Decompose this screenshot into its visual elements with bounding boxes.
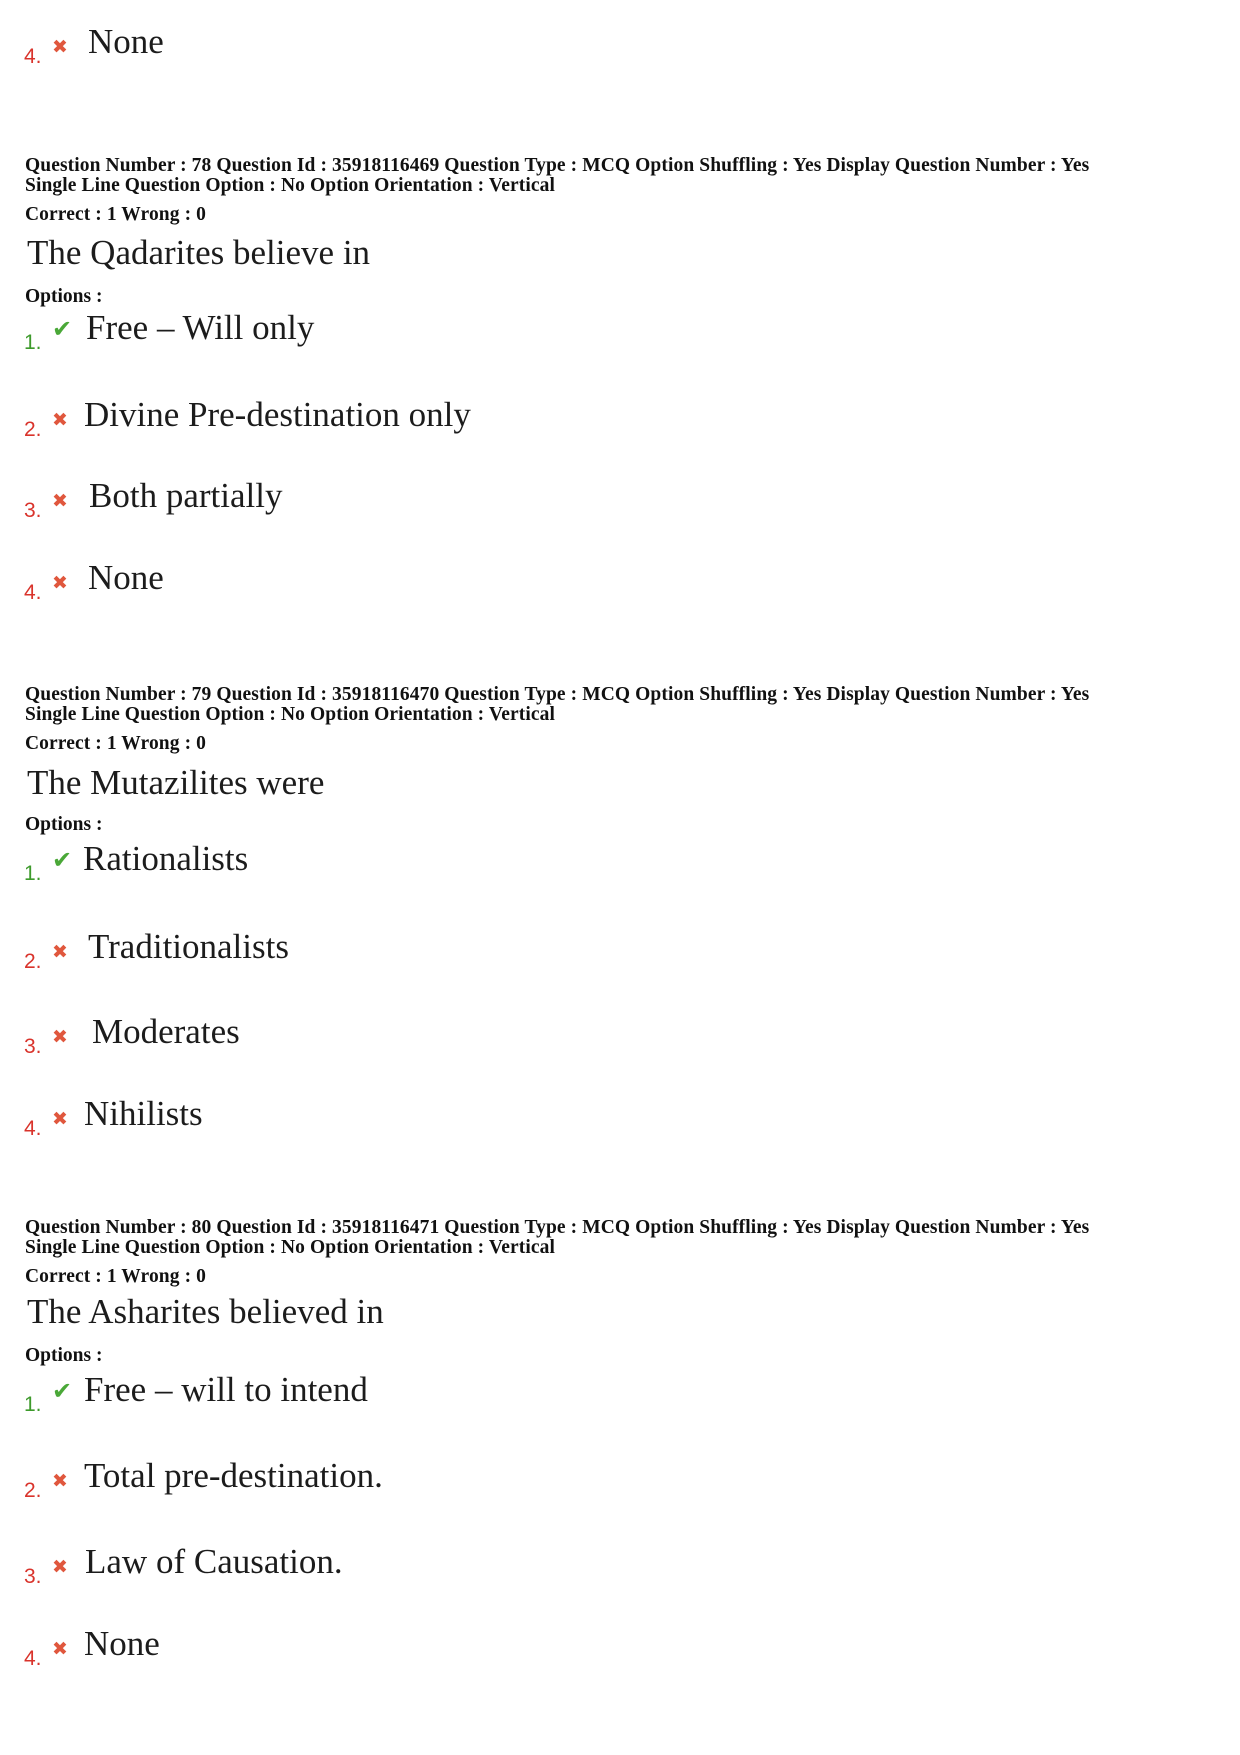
options-label: Options : xyxy=(25,1345,103,1366)
question-marks: Correct : 1 Wrong : 0 xyxy=(25,1266,206,1287)
option-text: None xyxy=(88,558,164,597)
check-icon: ✔ xyxy=(52,315,73,343)
option-number: 2. xyxy=(24,950,42,973)
cross-icon: ✖ xyxy=(52,409,68,431)
check-icon: ✔ xyxy=(52,846,73,874)
option-text: Law of Causation. xyxy=(85,1542,343,1581)
option-text: Moderates xyxy=(92,1012,240,1051)
option-number: 4. xyxy=(24,1647,42,1670)
question-meta-line-1: Question Number : 80 Question Id : 35918116471 Question Type : MCQ Option Shuffling : Yes Display Question Number : Yes xyxy=(25,1217,1090,1238)
option-number: 4. xyxy=(24,45,42,68)
option-number: 1. xyxy=(24,862,42,885)
question-meta-line-2: Single Line Question Option : No Option Orientation : Vertical xyxy=(25,704,556,725)
question-meta-line-1: Question Number : 78 Question Id : 35918116469 Question Type : MCQ Option Shuffling : Yes Display Question Number : Yes xyxy=(25,155,1090,176)
option-number: 1. xyxy=(24,1393,42,1416)
cross-icon: ✖ xyxy=(52,1108,68,1130)
cross-icon: ✖ xyxy=(52,572,68,594)
option-text: None xyxy=(84,1624,160,1663)
option-text: Divine Pre-destination only xyxy=(84,395,471,434)
option-text: Free – Will only xyxy=(86,308,315,347)
option-number: 3. xyxy=(24,1035,42,1058)
option-number: 1. xyxy=(24,331,42,354)
cross-icon: ✖ xyxy=(52,941,68,963)
option-text: None xyxy=(88,22,164,61)
option-number: 4. xyxy=(24,1117,42,1140)
option-number: 2. xyxy=(24,1479,42,1502)
cross-icon: ✖ xyxy=(52,1026,68,1048)
question-meta-line-1: Question Number : 79 Question Id : 35918116470 Question Type : MCQ Option Shuffling : Yes Display Question Number : Yes xyxy=(25,684,1090,705)
cross-icon: ✖ xyxy=(52,36,68,58)
option-number: 3. xyxy=(24,499,42,522)
cross-icon: ✖ xyxy=(52,1470,68,1492)
question-meta-line-2: Single Line Question Option : No Option Orientation : Vertical xyxy=(25,1237,556,1258)
question-text: The Asharites believed in xyxy=(27,1292,384,1331)
option-text: Nihilists xyxy=(84,1094,203,1133)
cross-icon: ✖ xyxy=(52,1556,68,1578)
option-number: 4. xyxy=(24,581,42,604)
option-text: Rationalists xyxy=(83,839,249,878)
cross-icon: ✖ xyxy=(52,1638,68,1660)
check-icon: ✔ xyxy=(52,1377,73,1405)
options-label: Options : xyxy=(25,286,103,307)
question-text: The Qadarites believe in xyxy=(27,233,371,272)
question-marks: Correct : 1 Wrong : 0 xyxy=(25,733,206,754)
option-number: 3. xyxy=(24,1565,42,1588)
question-text: The Mutazilites were xyxy=(27,763,325,802)
options-label: Options : xyxy=(25,814,103,835)
option-text: Both partially xyxy=(89,476,283,515)
option-number: 2. xyxy=(24,418,42,441)
cross-icon: ✖ xyxy=(52,490,68,512)
option-text: Free – will to intend xyxy=(84,1370,368,1409)
option-text: Traditionalists xyxy=(88,927,289,966)
question-marks: Correct : 1 Wrong : 0 xyxy=(25,204,206,225)
question-meta-line-2: Single Line Question Option : No Option Orientation : Vertical xyxy=(25,175,556,196)
option-text: Total pre-destination. xyxy=(84,1456,383,1495)
